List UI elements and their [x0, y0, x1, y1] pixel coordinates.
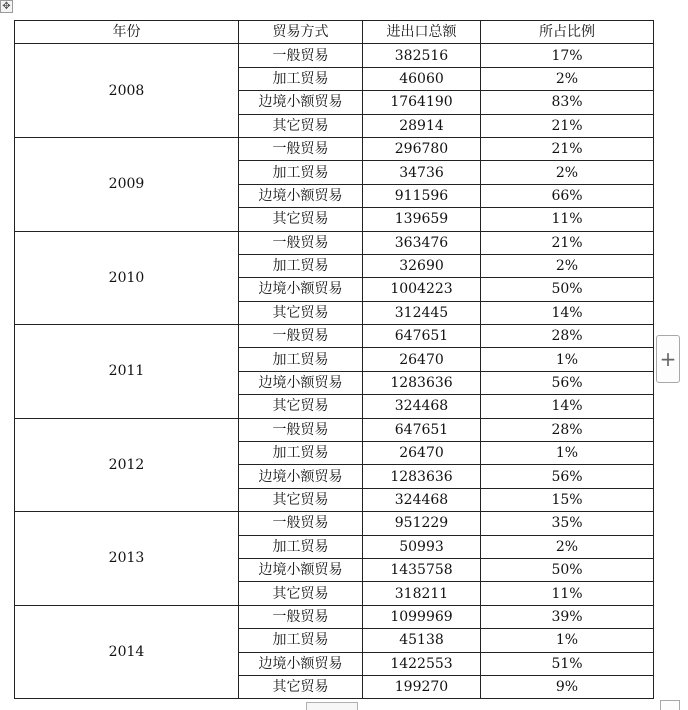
trade-type-cell: 加工贸易 [239, 161, 363, 184]
trade-type-cell: 一般贸易 [239, 418, 363, 441]
share-cell: 2% [481, 67, 654, 90]
share-cell: 1% [481, 348, 654, 371]
total-cell: 647651 [363, 325, 481, 348]
share-cell: 35% [481, 512, 654, 535]
share-cell: 1% [481, 629, 654, 652]
trade-type-cell: 边境小额贸易 [239, 278, 363, 301]
share-cell: 1% [481, 442, 654, 465]
share-cell: 9% [481, 675, 654, 698]
table-row [15, 44, 654, 67]
trade-type-cell: 加工贸易 [239, 348, 363, 371]
share-cell: 66% [481, 184, 654, 207]
total-cell: 34736 [363, 161, 481, 184]
table-row [15, 512, 654, 535]
trade-type-cell: 一般贸易 [239, 512, 363, 535]
trade-type-cell: 边境小额贸易 [239, 558, 363, 581]
table-row [15, 325, 654, 348]
share-cell: 21% [481, 231, 654, 254]
total-cell: 1422553 [363, 652, 481, 675]
total-cell: 1283636 [363, 371, 481, 394]
total-cell: 26470 [363, 442, 481, 465]
total-cell: 382516 [363, 44, 481, 67]
trade-type-cell: 加工贸易 [239, 629, 363, 652]
total-cell: 1004223 [363, 278, 481, 301]
trade-type-cell: 一般贸易 [239, 605, 363, 628]
share-cell: 28% [481, 325, 654, 348]
total-cell: 139659 [363, 208, 481, 231]
trade-type-cell: 边境小额贸易 [239, 91, 363, 114]
header-share: 所占比例 [481, 21, 654, 44]
header-total: 进出口总额 [363, 21, 481, 44]
share-cell: 14% [481, 395, 654, 418]
trade-type-cell: 其它贸易 [239, 208, 363, 231]
year-cell: 2009 [15, 137, 239, 231]
year-cell: 2008 [15, 44, 239, 138]
share-cell: 21% [481, 137, 654, 160]
trade-type-cell: 其它贸易 [239, 582, 363, 605]
share-cell: 2% [481, 254, 654, 277]
trade-type-cell: 边境小额贸易 [239, 184, 363, 207]
total-cell: 324468 [363, 488, 481, 511]
share-cell: 56% [481, 465, 654, 488]
total-cell: 199270 [363, 675, 481, 698]
total-cell: 318211 [363, 582, 481, 605]
total-cell: 1435758 [363, 558, 481, 581]
table-row [15, 231, 654, 254]
share-cell: 2% [481, 535, 654, 558]
trade-type-cell: 其它贸易 [239, 301, 363, 324]
total-cell: 296780 [363, 137, 481, 160]
trade-type-cell: 其它贸易 [239, 395, 363, 418]
trade-type-cell: 边境小额贸易 [239, 652, 363, 675]
table-row [15, 137, 654, 160]
trade-type-cell: 一般贸易 [239, 137, 363, 160]
trade-type-cell: 一般贸易 [239, 231, 363, 254]
share-cell: 14% [481, 301, 654, 324]
table-row [15, 418, 654, 441]
year-cell: 2014 [15, 605, 239, 699]
table-row [15, 605, 654, 628]
total-cell: 32690 [363, 254, 481, 277]
trade-type-cell: 加工贸易 [239, 67, 363, 90]
header-year: 年份 [15, 21, 239, 44]
trade-type-cell: 其它贸易 [239, 675, 363, 698]
share-cell: 51% [481, 652, 654, 675]
total-cell: 1764190 [363, 91, 481, 114]
trade-type-cell: 边境小额贸易 [239, 371, 363, 394]
trade-type-cell: 一般贸易 [239, 44, 363, 67]
year-cell: 2012 [15, 418, 239, 512]
share-cell: 50% [481, 278, 654, 301]
total-cell: 26470 [363, 348, 481, 371]
trade-type-cell: 加工贸易 [239, 254, 363, 277]
header-trade-type: 贸易方式 [239, 21, 363, 44]
share-cell: 50% [481, 558, 654, 581]
share-cell: 15% [481, 488, 654, 511]
table-move-handle-icon[interactable]: ✥ [0, 0, 13, 13]
trade-type-cell: 加工贸易 [239, 535, 363, 558]
share-cell: 11% [481, 582, 654, 605]
table-body [15, 44, 654, 699]
total-cell: 951229 [363, 512, 481, 535]
total-cell: 50993 [363, 535, 481, 558]
share-cell: 17% [481, 44, 654, 67]
trade-type-cell: 其它贸易 [239, 114, 363, 137]
table-header-row [15, 21, 654, 44]
trade-type-cell: 边境小额贸易 [239, 465, 363, 488]
total-cell: 45138 [363, 629, 481, 652]
year-cell: 2010 [15, 231, 239, 325]
share-cell: 2% [481, 161, 654, 184]
share-cell: 39% [481, 605, 654, 628]
total-cell: 647651 [363, 418, 481, 441]
share-cell: 83% [481, 91, 654, 114]
total-cell: 312445 [363, 301, 481, 324]
total-cell: 363476 [363, 231, 481, 254]
trade-type-cell: 其它贸易 [239, 488, 363, 511]
year-cell: 2013 [15, 512, 239, 606]
trade-type-cell: 一般贸易 [239, 325, 363, 348]
add-column-plus-icon[interactable]: + [656, 335, 680, 383]
total-cell: 1283636 [363, 465, 481, 488]
share-cell: 11% [481, 208, 654, 231]
year-cell: 2011 [15, 325, 239, 419]
share-cell: 21% [481, 114, 654, 137]
total-cell: 911596 [363, 184, 481, 207]
total-cell: 324468 [363, 395, 481, 418]
total-cell: 46060 [363, 67, 481, 90]
trade-table [14, 20, 654, 699]
total-cell: 1099969 [363, 605, 481, 628]
share-cell: 56% [481, 371, 654, 394]
total-cell: 28914 [363, 114, 481, 137]
share-cell: 28% [481, 418, 654, 441]
trade-type-cell: 加工贸易 [239, 442, 363, 465]
